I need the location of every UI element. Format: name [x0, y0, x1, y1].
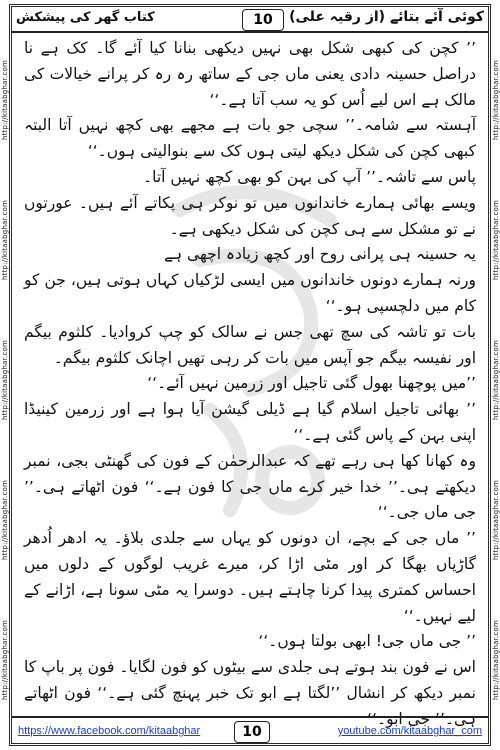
- paragraph: وہ کھانا کھا ہی رہے تھے کہ عبدالرحمٰن کے فون کی گھنٹی بجی، نمبر دیکھتے ہی۔’’ خدا خیر کرے ماں جی کا فون ہے۔‘‘ فون اٹھاتے ہی۔’’ جی ماں جی۔‘‘: [24, 451, 476, 522]
- youtube-link[interactable]: youtube.com/kitaabghar_com: [337, 725, 482, 737]
- book-title: کوئی آئے بتائے (از رقیہ علی): [289, 9, 484, 25]
- paragraph: آہستہ سے شامہ۔’’ سچی جو بات ہے مجھے بھی کچھ نہیں آتا البتہ کبھی کچن کی شکل دیکھ لیتی ہوں کک سے بنوالیتی ہوں۔‘‘: [24, 116, 476, 161]
- side-link-left-4[interactable]: http://kitaabghar.com: [1, 480, 9, 560]
- paragraph: ’’ بھائی تاجیل اسلام گیا ہے ڈیلی گیشن آیا ہوا ہے اور زرمین کینیڈا اپنی بہن کے پاس گئی ہے۔‘‘: [24, 400, 476, 444]
- side-link-left-5[interactable]: http://kitaabghar.com: [1, 620, 9, 700]
- paragraph: یہ حسینہ ہی پرانی روح اور کچھ زیادہ اچھی ہے: [163, 245, 476, 264]
- side-link-left-2[interactable]: http://kitaabghar.com: [1, 200, 9, 280]
- side-link-left-3[interactable]: http://kitaabghar.com: [1, 340, 9, 420]
- paragraph: پاس سے تاشہ۔’’ آپ کی بہن کو بھی کچھ نہیں آتا۔: [143, 167, 476, 186]
- side-link-right-4[interactable]: http://kitaabghar.com: [492, 480, 500, 560]
- paragraph: ’’ ماں جی کے بچے، ان دونوں کو یہاں سے جلدی بلاؤ۔ یہ ادھر اُدھر گاڑیاں بھگا کر اور مٹی اڑا کر، میرے غریب لوگوں کے دلوں میں احساس کمتری پیدا کرنا چاہتے ہیں۔ دوسرا یہ مٹی سونا ہے، اڑانے کے لیے نہیں۔‘‘: [24, 529, 476, 625]
- paragraph: بات تو تاشہ کی سچ تھی جس نے سالک کو چپ کروادیا۔ کلثوم بیگم اور نفیسہ بیگم جو آپس میں بات کر رہی تھیں اچانک کلثوم بیگم۔: [24, 322, 476, 367]
- page-footer: [12, 716, 488, 746]
- side-link-right-3[interactable]: http://kitaabghar.com: [492, 340, 500, 420]
- paragraph: ’’ جی ماں جی! ابھی بولتا ہوں۔‘‘: [258, 632, 476, 651]
- facebook-link[interactable]: https://www.facebook.com/kitaabghar: [18, 725, 201, 737]
- site-name: کتاب گھر کی پیشکش: [16, 10, 155, 25]
- page-number-top: 10: [242, 9, 284, 31]
- paragraph: اس نے فون بند ہوتے ہی جلدی سے بیٹوں کو فون لگایا۔ فون پر باپ کا نمبر دیکھ کر انشال ’’لگتا ہے ابو تک خبر پہنچ گئی ہے۔‘‘ فون اٹھاتے ہی۔’’ جی ابو۔‘‘: [24, 658, 476, 728]
- side-link-right-1[interactable]: http://kitaabghar.com: [492, 60, 500, 140]
- paragraph: ورنہ ہمارے دونوں خاندانوں میں ایسی لڑکیاں کہاں ہوتی ہیں، جن کو کام میں دلچسپی ہو۔‘‘: [24, 271, 476, 315]
- page-number-bottom: 10: [234, 721, 270, 743]
- paragraph: ’’ کچن کی کبھی شکل بھی نہیں دیکھی بنانا کیا آئے گا۔ کک ہے نا دراصل حسینہ دادی یعنی ماں جی کے ساتھ رہ رہ کر پرانے خیالات کی مالک ہے اس لیے اُس کو یہ سب آتا ہے۔‘‘: [24, 39, 476, 109]
- side-link-left-1[interactable]: http://kitaabghar.com: [1, 60, 9, 140]
- side-link-right-2[interactable]: http://kitaabghar.com: [492, 200, 500, 280]
- side-link-right-5[interactable]: http://kitaabghar.com: [492, 620, 500, 700]
- page-header: [12, 7, 488, 33]
- paragraph: ’’میں پوچھنا بھول گئی تاجیل اور زرمین نہیں آئے۔‘‘: [147, 374, 476, 393]
- paragraph: ویسے بھائی ہمارے خاندانوں میں تو نوکر ہی پکاتے آئے ہیں۔ عورتوں نے تو مشکل سے ہی کچن کی شکل دیکھی ہے۔: [24, 193, 476, 238]
- story-text: [24, 36, 476, 728]
